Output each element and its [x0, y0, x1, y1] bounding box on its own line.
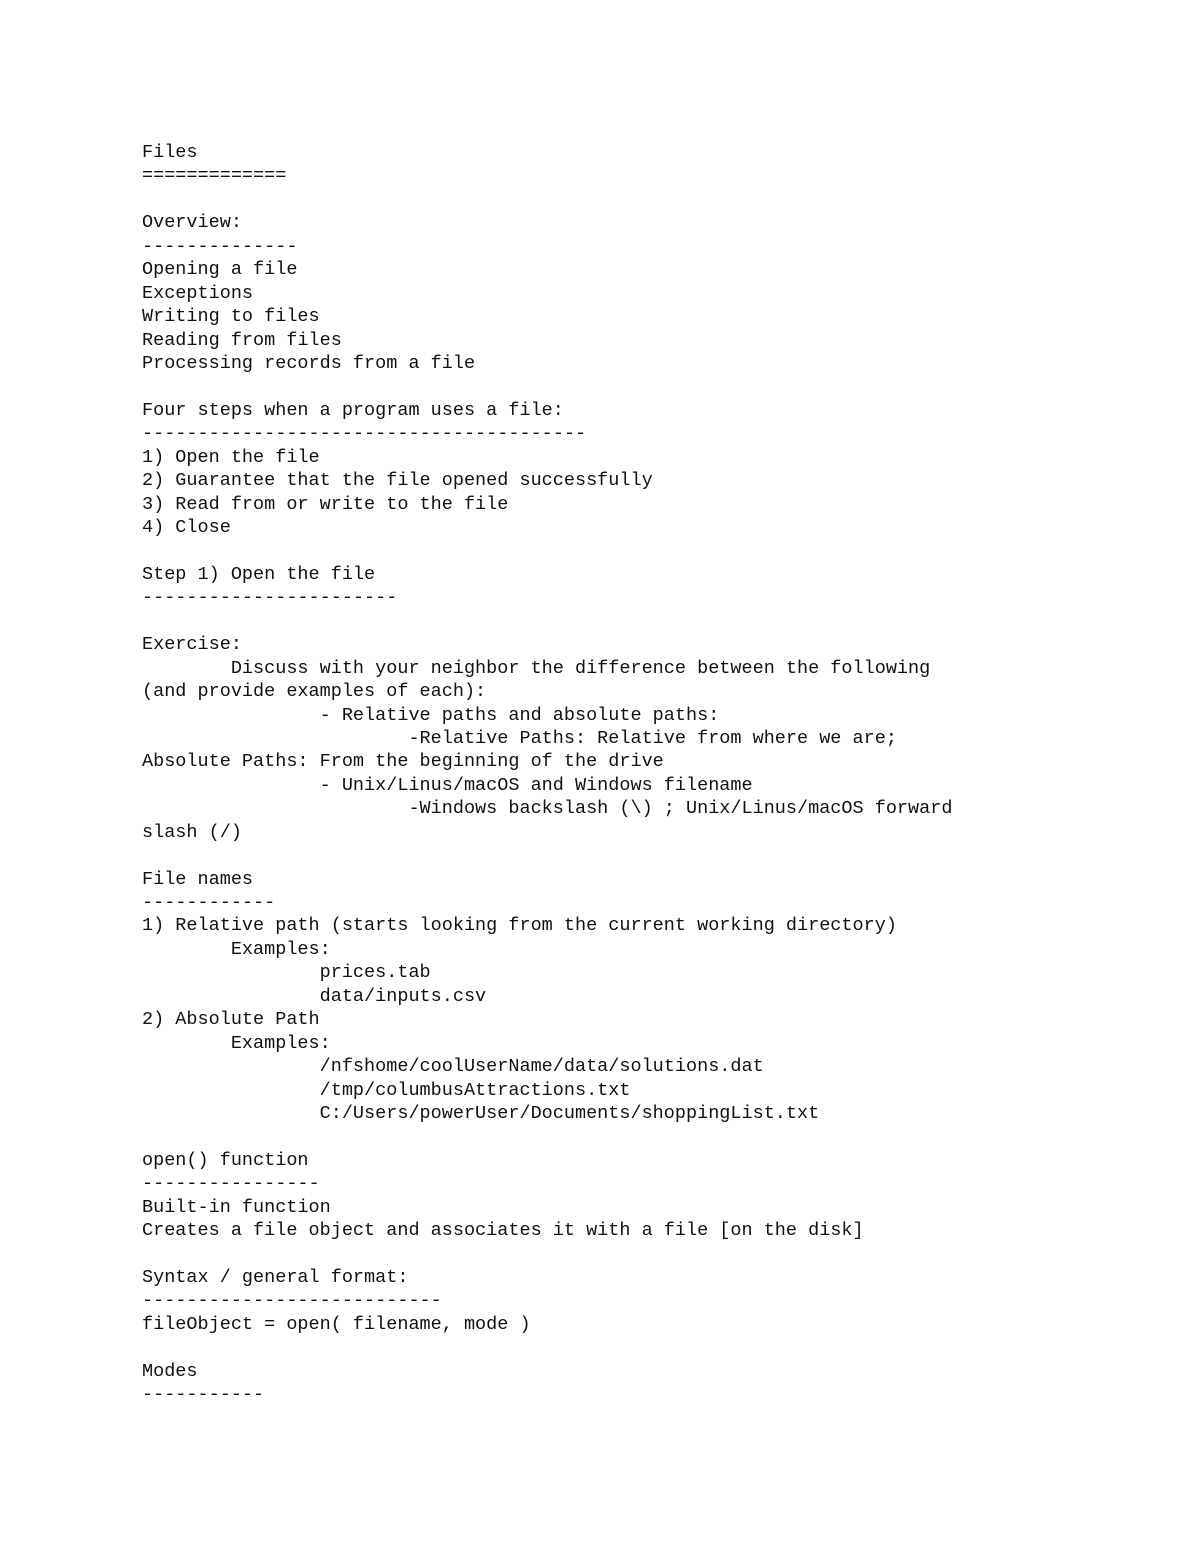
- overview-item: Writing to files: [142, 306, 320, 328]
- examples-label: Examples:: [142, 1032, 331, 1054]
- blank-line: [142, 375, 1162, 398]
- exercise-subbullet: -Relative Paths: Relative from where we are;: [142, 727, 897, 749]
- blank-line: [142, 610, 1162, 633]
- section-heading-modes: Modes: [142, 1360, 198, 1382]
- step-item: 2) Guarantee that the file opened successfully: [142, 470, 653, 492]
- overview-item: Opening a file: [142, 259, 298, 281]
- example-path: C:/Users/powerUser/Documents/shoppingList.txt: [142, 1102, 820, 1124]
- example-path: /nfshome/coolUserName/data/solutions.dat: [142, 1056, 764, 1078]
- overview-item: Exceptions: [142, 282, 254, 304]
- section-heading-step-1: Step 1) Open the file: [142, 563, 376, 585]
- blank-line: [142, 1336, 1162, 1359]
- blank-line: [142, 1125, 1162, 1148]
- syntax-code: fileObject = open( filename, mode ): [142, 1313, 531, 1335]
- title-underline: =============: [142, 165, 287, 187]
- file-names-item: 1) Relative path (starts looking from the current working directory): [142, 915, 897, 937]
- example-path: prices.tab: [142, 962, 431, 984]
- doc-title: Files: [142, 142, 198, 163]
- exercise-bullet: - Relative paths and absolute paths:: [142, 704, 720, 726]
- heading-underline: -----------------------: [142, 587, 398, 609]
- heading-underline: --------------: [142, 235, 298, 257]
- example-path: /tmp/columbusAttractions.txt: [142, 1079, 631, 1101]
- heading-underline: ---------------------------: [142, 1290, 442, 1312]
- exercise-text: slash (/): [142, 821, 242, 843]
- examples-label: Examples:: [142, 938, 331, 960]
- blank-line: [142, 844, 1162, 867]
- step-item: 4) Close: [142, 517, 231, 538]
- blank-line: [142, 188, 1162, 211]
- blank-line: [142, 1243, 1162, 1266]
- blank-line: [142, 539, 1162, 562]
- exercise-subbullet: -Windows backslash (\) ; Unix/Linus/macOS forward: [142, 798, 953, 820]
- heading-underline: ------------: [142, 892, 276, 913]
- step-item: 3) Read from or write to the file: [142, 493, 509, 515]
- overview-item: Reading from files: [142, 329, 342, 351]
- section-heading-file-names: File names: [142, 868, 254, 890]
- exercise-text: Absolute Paths: From the beginning of the drive: [142, 751, 664, 773]
- heading-underline: ----------------------------------------: [142, 423, 587, 445]
- open-function-text: Creates a file object and associates it with a file [on the disk]: [142, 1220, 864, 1242]
- document-body: [142, 141, 1162, 1407]
- section-heading-open-function: open() function: [142, 1149, 309, 1171]
- open-function-text: Built-in function: [142, 1196, 331, 1218]
- example-path: data/inputs.csv: [142, 985, 487, 1007]
- section-heading-overview: Overview:: [142, 212, 242, 234]
- section-heading-syntax: Syntax / general format:: [142, 1267, 409, 1288]
- exercise-text: Discuss with your neighbor the difference between the following: [142, 657, 931, 679]
- exercise-heading: Exercise:: [142, 634, 242, 656]
- overview-item: Processing records from a file: [142, 352, 476, 374]
- step-item: 1) Open the file: [142, 446, 320, 468]
- heading-underline: -----------: [142, 1384, 265, 1406]
- section-heading-four-steps: Four steps when a program uses a file:: [142, 399, 564, 421]
- heading-underline: ----------------: [142, 1173, 320, 1195]
- file-names-item: 2) Absolute Path: [142, 1009, 320, 1031]
- exercise-bullet: - Unix/Linus/macOS and Windows filename: [142, 774, 753, 796]
- exercise-text: (and provide examples of each):: [142, 681, 487, 703]
